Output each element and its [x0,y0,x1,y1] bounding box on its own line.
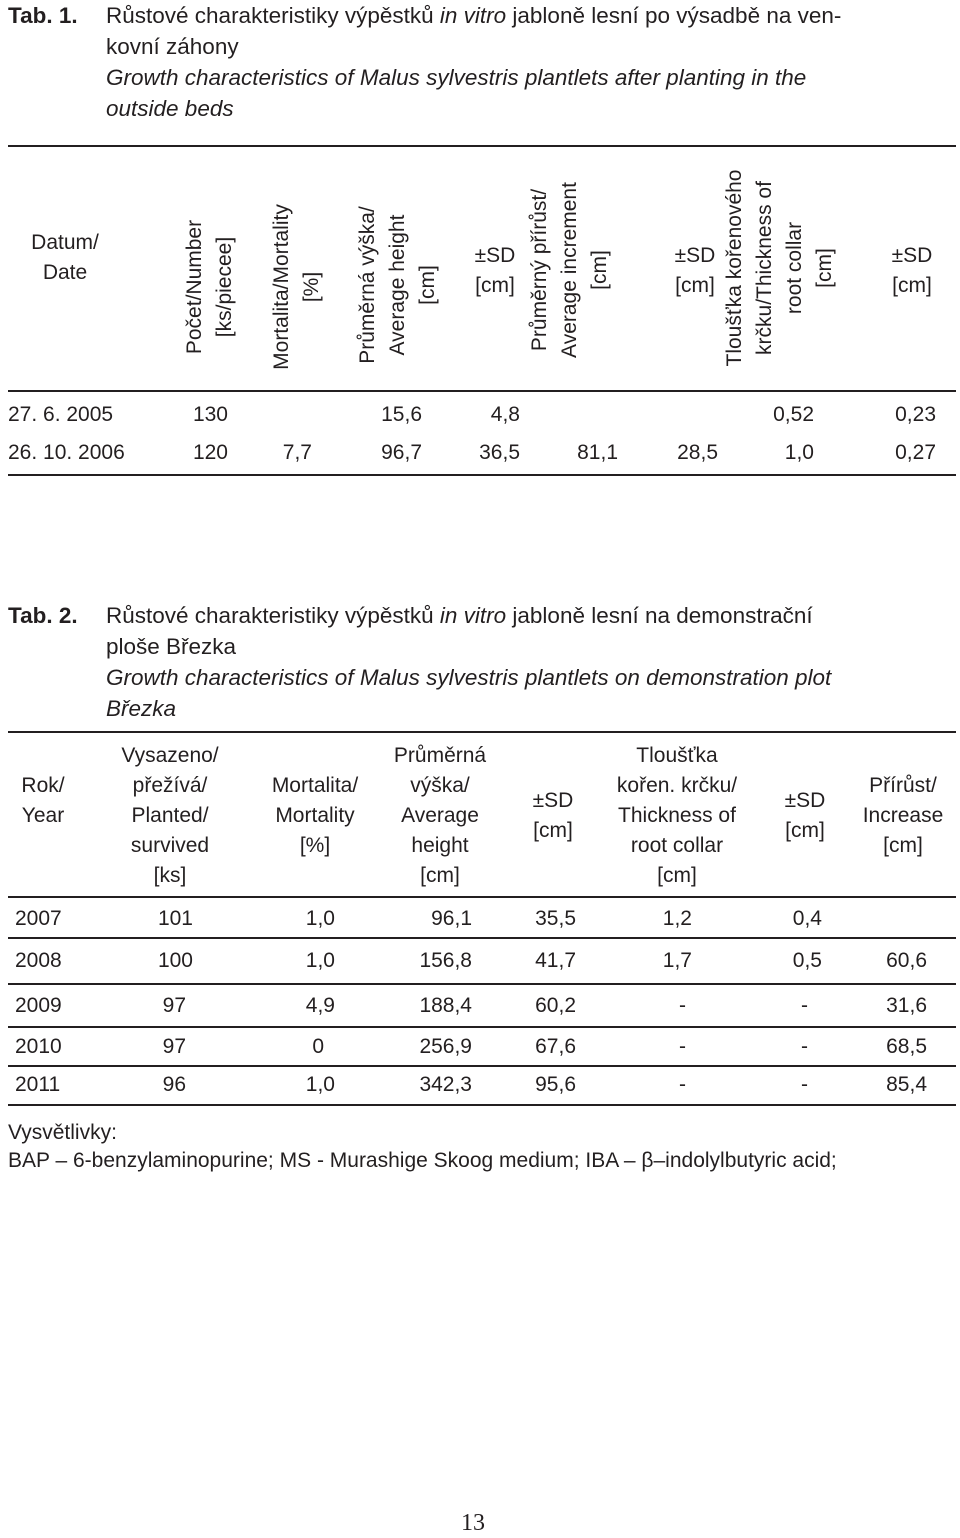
table-cell: 1,0 [305,949,335,972]
table-cell: - [801,1073,808,1096]
table-cell: 15,6 [381,403,422,426]
page-number: 13 [461,1510,485,1536]
table-cell: 68,5 [886,1035,927,1058]
table-cell: 31,6 [886,994,927,1017]
table-cell: 256,9 [419,1035,472,1058]
table1-header-rule [8,390,956,392]
table-cell: - [679,1035,686,1058]
table-cell: 1,7 [662,949,692,972]
table1-caption-cz: Růstové charakteristiky výpěstků in vitro jabloně lesní po výsadbě na ven- [106,3,842,28]
table-cell: 36,5 [479,441,520,464]
table-cell: - [801,1035,808,1058]
table1-header-sd-thickness: ±SD [cm] [891,244,933,297]
table1-header-sd-increment: ±SD [cm] [674,244,716,297]
table-cell: 28,5 [677,441,718,464]
table-cell: 188,4 [419,994,472,1017]
table-cell: 96,7 [381,441,422,464]
table-cell: 342,3 [419,1073,472,1096]
table-cell: 100 [157,949,193,972]
table1-caption-en-line2: outside beds [106,96,234,121]
table-cell: 27. 6. 2005 [8,403,114,426]
table-cell: 0,4 [792,907,822,930]
table-cell: 67,6 [535,1035,576,1058]
table-cell: 96,1 [431,907,472,930]
table1-caption-en: Growth characteristics of Malus sylvestris plantlets after planting in the [106,65,807,90]
table-cell: 97 [162,994,186,1017]
table2-row-rule [8,983,956,985]
table-cell: 2011 [15,1073,61,1096]
table-cell: 2009 [15,994,62,1017]
table-cell: 26. 10. 2006 [8,441,125,464]
footnote-text: BAP – 6-benzylaminopurine; MS - Murashige Skoog medium; IBA – β–indolylbutyric acid; [8,1149,837,1172]
table-cell: 41,7 [535,949,576,972]
table-cell: 96 [162,1073,186,1096]
table-cell: 0,52 [773,403,814,426]
table-cell: 1,0 [305,1073,335,1096]
table-cell: 35,5 [535,907,576,930]
table-cell: 120 [192,441,228,464]
table2-header-increase: Přírůst/ Increase [cm] [862,774,944,857]
table-cell: 60,2 [535,994,576,1017]
table-cell: 2008 [15,949,62,972]
table2-header-sd-height: ±SD [cm] [532,789,574,842]
table-cell: 60,6 [886,949,927,972]
table2-header-year: Rok/ Year [21,774,65,827]
table1-top-rule [8,145,956,147]
table2-caption-en-line2: Březka [106,696,177,721]
table2-header-mortality: Mortalita/ Mortality [%] [271,774,359,857]
table-cell: 81,1 [577,441,618,464]
table2-row-rule [8,1026,956,1028]
table-cell: 0 [312,1035,324,1058]
table2-header-height: Průměrná výška/ Average height [cm] [393,744,487,887]
table-cell: 4,8 [490,403,520,426]
table1-header-date: Datum/ Date [31,231,99,284]
table-cell: 1,2 [662,907,692,930]
table-cell: 0,5 [792,949,822,972]
table-cell: 101 [157,907,193,930]
table1-header-increment: Průměrný přírůst/ Average increment [cm] [528,182,611,358]
table-cell: 95,6 [535,1073,576,1096]
table1-header-thickness: Tloušťka kořenového krčku/Thickness of root collar [cm] [723,169,836,367]
table-cell: 1,0 [784,441,814,464]
table1-header-height: Průměrná výška/ Average height [cm] [356,206,439,364]
table-cell: 2010 [15,1035,62,1058]
table2-caption-en: Growth characteristics of Malus sylvestris plantlets on demonstration plot [106,665,832,690]
table-cell: 130 [192,403,228,426]
table-cell: 0,23 [895,403,936,426]
table-cell: - [679,994,686,1017]
table2-top-rule [8,731,956,733]
table2-header-sd-thickness: ±SD [cm] [784,789,826,842]
table2-caption-cz-line2: ploše Březka [106,634,237,659]
table2-header-rule [8,896,956,898]
table-cell: 0,27 [895,441,936,464]
table2-caption-cz: Růstové charakteristiky výpěstků in vitro jabloně lesní na demonstrační [106,603,813,628]
table1-caption-cz-line2: kovní záhony [106,34,239,59]
table2-row-rule [8,937,956,939]
footnote-title: Vysvětlivky: [8,1121,117,1144]
table-cell: 7,7 [282,441,312,464]
table1-bottom-rule [8,474,956,476]
table1-header-sd-height: ±SD [cm] [474,244,516,297]
table2-label: Tab. 2. [8,603,78,628]
table-cell: 4,9 [305,994,335,1017]
table-cell: - [679,1073,686,1096]
table-cell: - [801,994,808,1017]
table-cell: 156,8 [419,949,472,972]
table2-header-planted: Vysazeno/ přežívá/ Planted/ survived [ks] [121,744,219,887]
table2-row-rule [8,1065,956,1067]
table-cell: 1,0 [305,907,335,930]
table1-label: Tab. 1. [8,3,78,28]
table-cell: 85,4 [886,1073,927,1096]
table1-header-mortality: Mortalita/Mortality [%] [270,204,323,370]
table2-header-thickness: Tloušťka kořen. krčku/ Thickness of root collar [cm] [616,744,738,887]
table2-bottom-rule [8,1104,956,1106]
table-cell: 97 [162,1035,186,1058]
table1-header-number: Počet/Number [ks/piecee] [183,219,236,355]
table-cell: 2007 [15,907,62,930]
